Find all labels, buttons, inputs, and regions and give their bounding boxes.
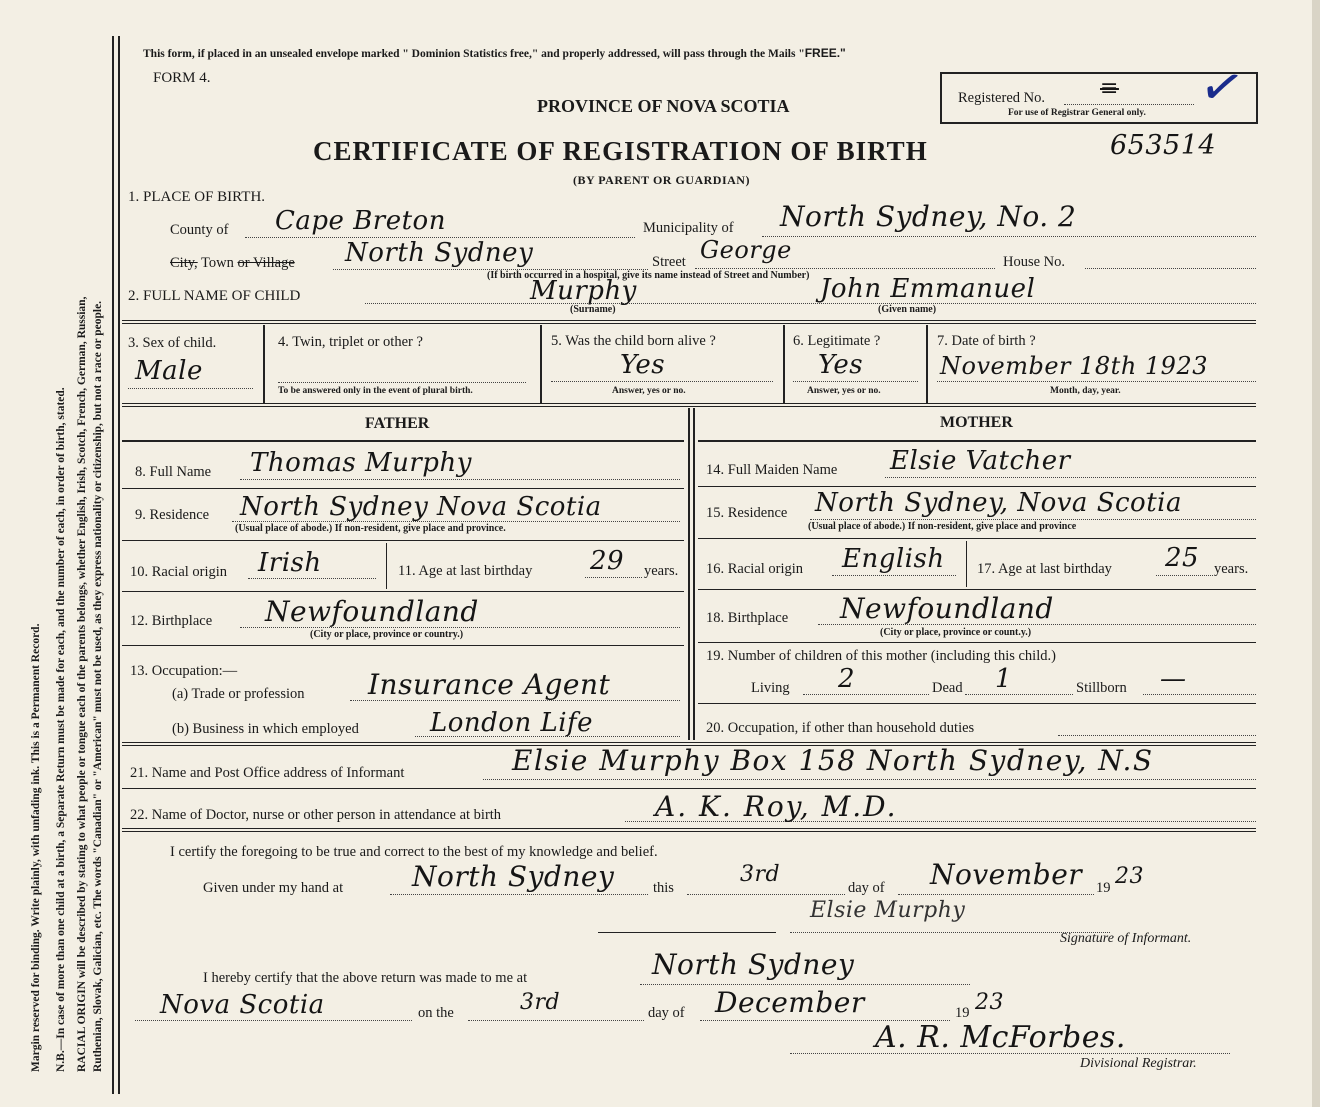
informant-signature: Elsie Murphy — [810, 898, 966, 923]
father-age: 29 — [590, 546, 625, 576]
check-mark-icon: ✓ — [1194, 54, 1250, 122]
living-value: 2 — [838, 664, 856, 694]
margin-note-3: RACIAL ORIGIN will be described by stating to what people or tongue each of the parents belongs, whether English, Irish, Scotch, French, German, Russian, — [76, 296, 88, 1072]
mother-years: years. — [1214, 561, 1249, 577]
dob-value: November 18th 1923 — [940, 352, 1208, 380]
father-birthplace-label: 12. Birthplace — [130, 613, 213, 629]
mother-birthplace: Newfoundland — [840, 592, 1054, 625]
given-year: 23 — [1115, 864, 1144, 889]
given-label: Given under my hand at — [203, 880, 344, 896]
given-month: November — [930, 858, 1083, 891]
father-business: London Life — [430, 708, 594, 738]
alive-note: Answer, yes or no. — [612, 386, 686, 396]
father-heading: FATHER — [365, 415, 430, 432]
father-race-label: 10. Racial origin — [130, 564, 228, 580]
signature-informant-label: Signature of Informant. — [1060, 931, 1192, 946]
this-label: this — [653, 880, 674, 896]
mother-age-label: 17. Age at last birthday — [977, 561, 1112, 577]
registrar-year-prefix: 19 — [955, 1005, 970, 1021]
child-surname: Murphy — [530, 276, 637, 306]
mother-name-label: 14. Full Maiden Name — [706, 462, 838, 478]
mother-birthplace-note: (City or place, province or count.y.) — [880, 627, 1032, 638]
father-years: years. — [644, 563, 679, 579]
binding-line — [112, 36, 114, 1094]
province-heading: PROVINCE OF NOVA SCOTIA — [537, 96, 790, 116]
town-label: City, Town or Village — [170, 255, 295, 271]
margin-note-1: Margin reserved for binding. Write plainly, with unfading ink. This is a Permanent Record. — [30, 623, 42, 1072]
given-day: 3rd — [740, 862, 781, 887]
child-name-label: 2. FULL NAME OF CHILD — [128, 288, 301, 304]
municipality-label: Municipality of — [643, 220, 734, 236]
twin-label: 4. Twin, triplet or other ? — [278, 334, 423, 350]
dead-value: 1 — [995, 664, 1013, 694]
father-business-label: (b) Business in which employed — [172, 721, 359, 737]
paper-edge — [1312, 0, 1320, 1107]
binding-line — [118, 36, 120, 1094]
father-birthplace-note: (City or place, province or country.) — [310, 629, 464, 640]
father-occupation-label: 13. Occupation:— — [130, 663, 238, 679]
hospital-note: (If birth occurred in a hospital, give its name instead of Street and Number) — [487, 270, 810, 281]
registrar-day: 3rd — [520, 990, 561, 1015]
doctor-value: A. K. Roy, M.D. — [655, 790, 898, 823]
registrar-province: Nova Scotia — [160, 990, 325, 1020]
certificate-subtitle: (BY PARENT OR GUARDIAN) — [573, 173, 750, 187]
father-residence-note: (Usual place of abode.) If non-resident, give place and province. — [235, 523, 506, 534]
sex-label: 3. Sex of child. — [128, 335, 217, 351]
county-value: Cape Breton — [275, 206, 446, 236]
legitimate-value: Yes — [818, 350, 864, 380]
registered-label: Registered No. — [958, 90, 1045, 106]
father-age-label: 11. Age at last birthday — [398, 563, 533, 579]
informant-value: Elsie Murphy Box 158 North Sydney, N.S — [512, 744, 1154, 777]
street-label: Street — [652, 254, 686, 270]
mother-race-label: 16. Racial origin — [706, 561, 804, 577]
county-label: County of — [170, 222, 229, 238]
registered-strike: ≡ — [1100, 76, 1119, 101]
mother-occupation-label: 20. Occupation, if other than household duties — [706, 720, 975, 736]
father-birthplace: Newfoundland — [265, 595, 479, 628]
father-name: Thomas Murphy — [250, 448, 472, 478]
child-given-name: John Emmanuel — [820, 274, 1036, 304]
mother-residence: North Sydney, Nova Scotia — [815, 488, 1182, 518]
registrar-place: North Sydney — [652, 948, 855, 981]
certificate-title: CERTIFICATE OF REGISTRATION OF BIRTH — [313, 136, 928, 166]
given-place: North Sydney — [412, 860, 615, 893]
doctor-label: 22. Name of Doctor, nurse or other person in attendance at birth — [130, 807, 502, 823]
alive-label: 5. Was the child born alive ? — [551, 333, 716, 349]
legitimate-label: 6. Legitimate ? — [793, 333, 881, 349]
sex-value: Male — [135, 356, 203, 386]
place-heading: 1. PLACE OF BIRTH. — [128, 189, 266, 205]
registrar-dayof-label: day of — [648, 1005, 685, 1021]
street-value: George — [700, 236, 792, 264]
twin-note: To be answered only in the event of plural birth. — [278, 386, 473, 396]
registrar-signature: A. R. McForbes. — [875, 1020, 1126, 1055]
registrar-year: 23 — [975, 990, 1004, 1015]
registrar-month: December — [715, 986, 865, 1019]
mother-age: 25 — [1165, 543, 1200, 573]
given-note: (Given name) — [878, 304, 937, 315]
house-label: House No. — [1003, 254, 1066, 270]
dob-note: Month, day, year. — [1050, 386, 1121, 396]
mother-children-label: 19. Number of children of this mother (including this child.) — [706, 648, 1056, 664]
onthe-label: on the — [418, 1005, 454, 1021]
living-label: Living — [751, 680, 790, 696]
father-trade: Insurance Agent — [368, 668, 611, 701]
dead-label: Dead — [932, 680, 963, 696]
legitimate-note: Answer, yes or no. — [807, 386, 881, 396]
surname-note: (Surname) — [570, 304, 616, 315]
margin-note-2: N.B.—In case of more than one child at a birth, a Separate Return must be made for each, and the number of each, in order of birth, stated. — [55, 387, 67, 1072]
registrar-statement: I hereby certify that the above return was made to me at — [203, 970, 528, 986]
certify-statement: I certify the foregoing to be true and correct to the best of my knowledge and belief. — [170, 844, 658, 860]
dob-label: 7. Date of birth ? — [937, 333, 1036, 349]
father-residence-label: 9. Residence — [135, 507, 210, 523]
divisional-registrar-label: Divisional Registrar. — [1080, 1056, 1197, 1071]
mother-heading: MOTHER — [940, 414, 1013, 431]
alive-value: Yes — [620, 350, 666, 380]
mail-notice: This form, if placed in an unsealed envelope marked " Dominion Statistics free," and properly addressed, will pass through the Mails "FREE." — [143, 46, 846, 60]
form-number: FORM 4. — [153, 70, 211, 86]
mother-name: Elsie Vatcher — [890, 446, 1071, 476]
municipality-value: North Sydney, No. 2 — [780, 200, 1077, 233]
informant-label: 21. Name and Post Office address of Informant — [130, 765, 405, 781]
town-value: North Sydney — [345, 238, 534, 268]
stillborn-label: Stillborn — [1076, 680, 1127, 696]
father-name-label: 8. Full Name — [135, 464, 212, 480]
mother-birthplace-label: 18. Birthplace — [706, 610, 789, 626]
mother-race: English — [842, 544, 945, 574]
father-race: Irish — [258, 548, 322, 578]
registered-note: For use of Registrar General only. — [1008, 108, 1146, 118]
stillborn-value: — — [1160, 664, 1187, 694]
dayof-label: day of — [848, 880, 885, 896]
registered-number: 653514 — [1110, 130, 1217, 161]
mother-residence-note: (Usual place of abode.) If non-resident, give place and province — [808, 521, 1077, 532]
year-prefix: 19 — [1096, 880, 1111, 896]
mother-residence-label: 15. Residence — [706, 505, 788, 521]
father-trade-label: (a) Trade or profession — [172, 686, 305, 702]
margin-note-4: Ruthenian, Slovak, Galician, etc. The words "Canadian" or "American" must not be used, as they express nationality or citizenship, but not a race or people. — [92, 300, 104, 1072]
father-residence: North Sydney Nova Scotia — [240, 492, 602, 522]
